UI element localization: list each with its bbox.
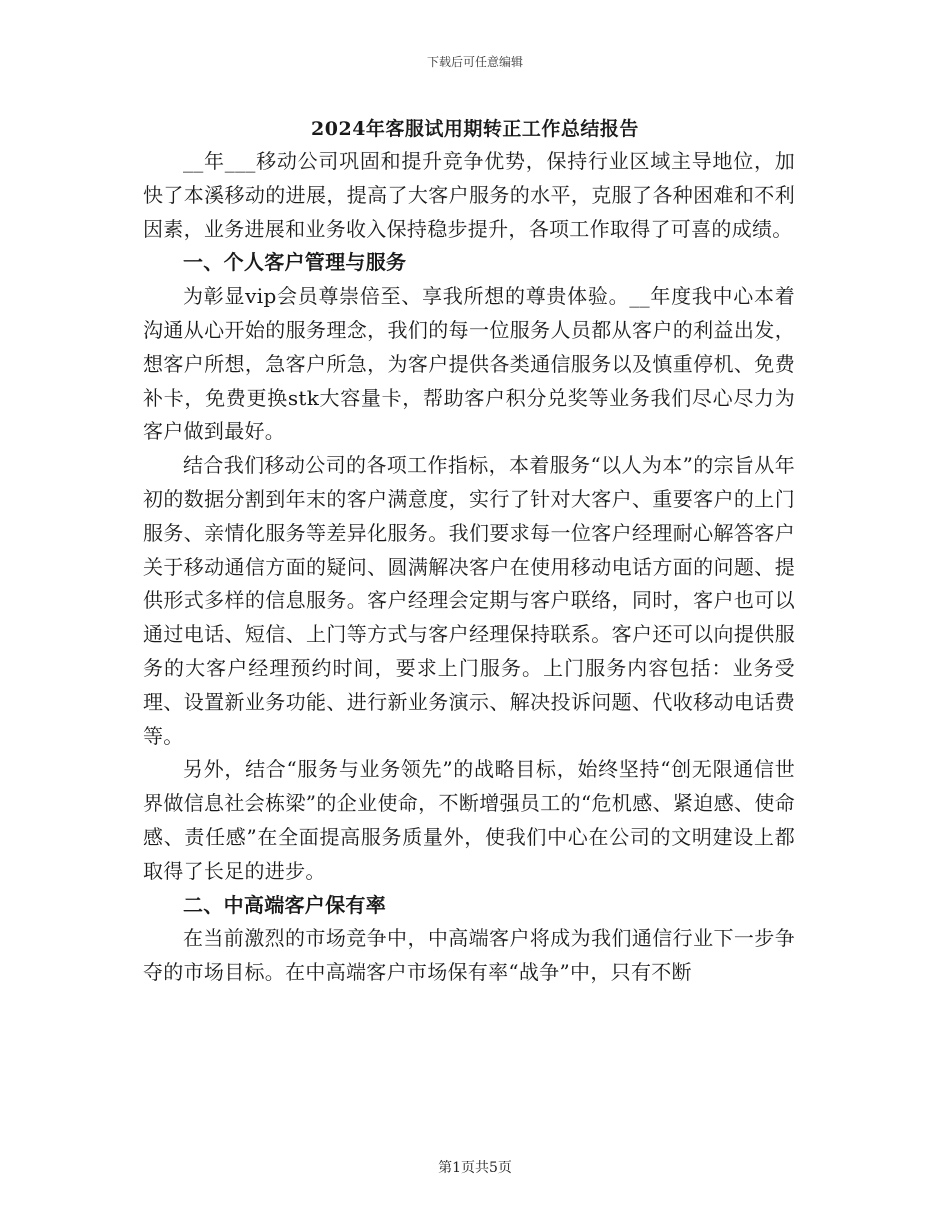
paragraph-3: 另外，结合“服务与业务领先”的战略目标，始终坚持“创无限通信世界做信息社会栋梁”的企业使命，不断增强员工的“危机感、紧迫感、使命感、责任感”在全面提高服务质量外，使我们中心在公司的文明建设上都取得了长足的进步。 [143,757,795,883]
document-body [143,145,795,990]
paragraph-1: 为彰显vip会员尊崇倍至、享我所想的尊贵体验。__年度我中心本着沟通从心开始的服务理念，我们的每一位服务人员都从客户的利益出发，想客户所想，急客户所急，为客户提供各类通信服务以及慎重停机、免费补卡，免费更换stk大容量卡，帮助客户积分兑奖等业务我们尽心尽力为客户做到最好。 [143,284,795,444]
page-footer: 第1页共5页 [438,1160,512,1176]
section-heading-1: 一、个人客户管理与服务 [183,250,407,275]
paragraph-2: 结合我们移动公司的各项工作指标，本着服务“以人为本”的宗旨从年初的数据分割到年末的客户满意度，实行了针对大客户、重要客户的上门服务、亲情化服务等差异化服务。我们要求每一位客户经理耐心解答客户关于移动通信方面的疑问、圆满解决客户在使用移动电话方面的问题、提供形式多样的信息服务。客户经理会定期与客户联络，同时，客户也可以通过电话、短信、上门等方式与客户经理保持联系。客户还可以向提供服务的大客户经理预约时间，要求上门服务。上门服务内容包括：业务受理、设置新业务功能、进行新业务演示、解决投诉问题、代收移动电话费等。 [143,453,795,748]
section-heading-2: 二、中高端客户保有率 [183,892,386,917]
document-title: 2024年客服试用期转正工作总结报告 [311,118,639,140]
paragraph-4: 在当前激烈的市场竞争中，中高端客户将成为我们通信行业下一步争夺的市场目标。在中高端客户市场保有率“战争”中，只有不断 [143,926,795,985]
page-header: 下载后可任意编辑 [426,55,523,69]
intro-paragraph: __年___移动公司巩固和提升竞争优势，保持行业区域主导地位，加快了本溪移动的进展，提高了大客户服务的水平，克服了各种困难和不利因素，业务进展和业务收入保持稳步提升，各项工作取得了可喜的成绩。 [143,149,795,241]
